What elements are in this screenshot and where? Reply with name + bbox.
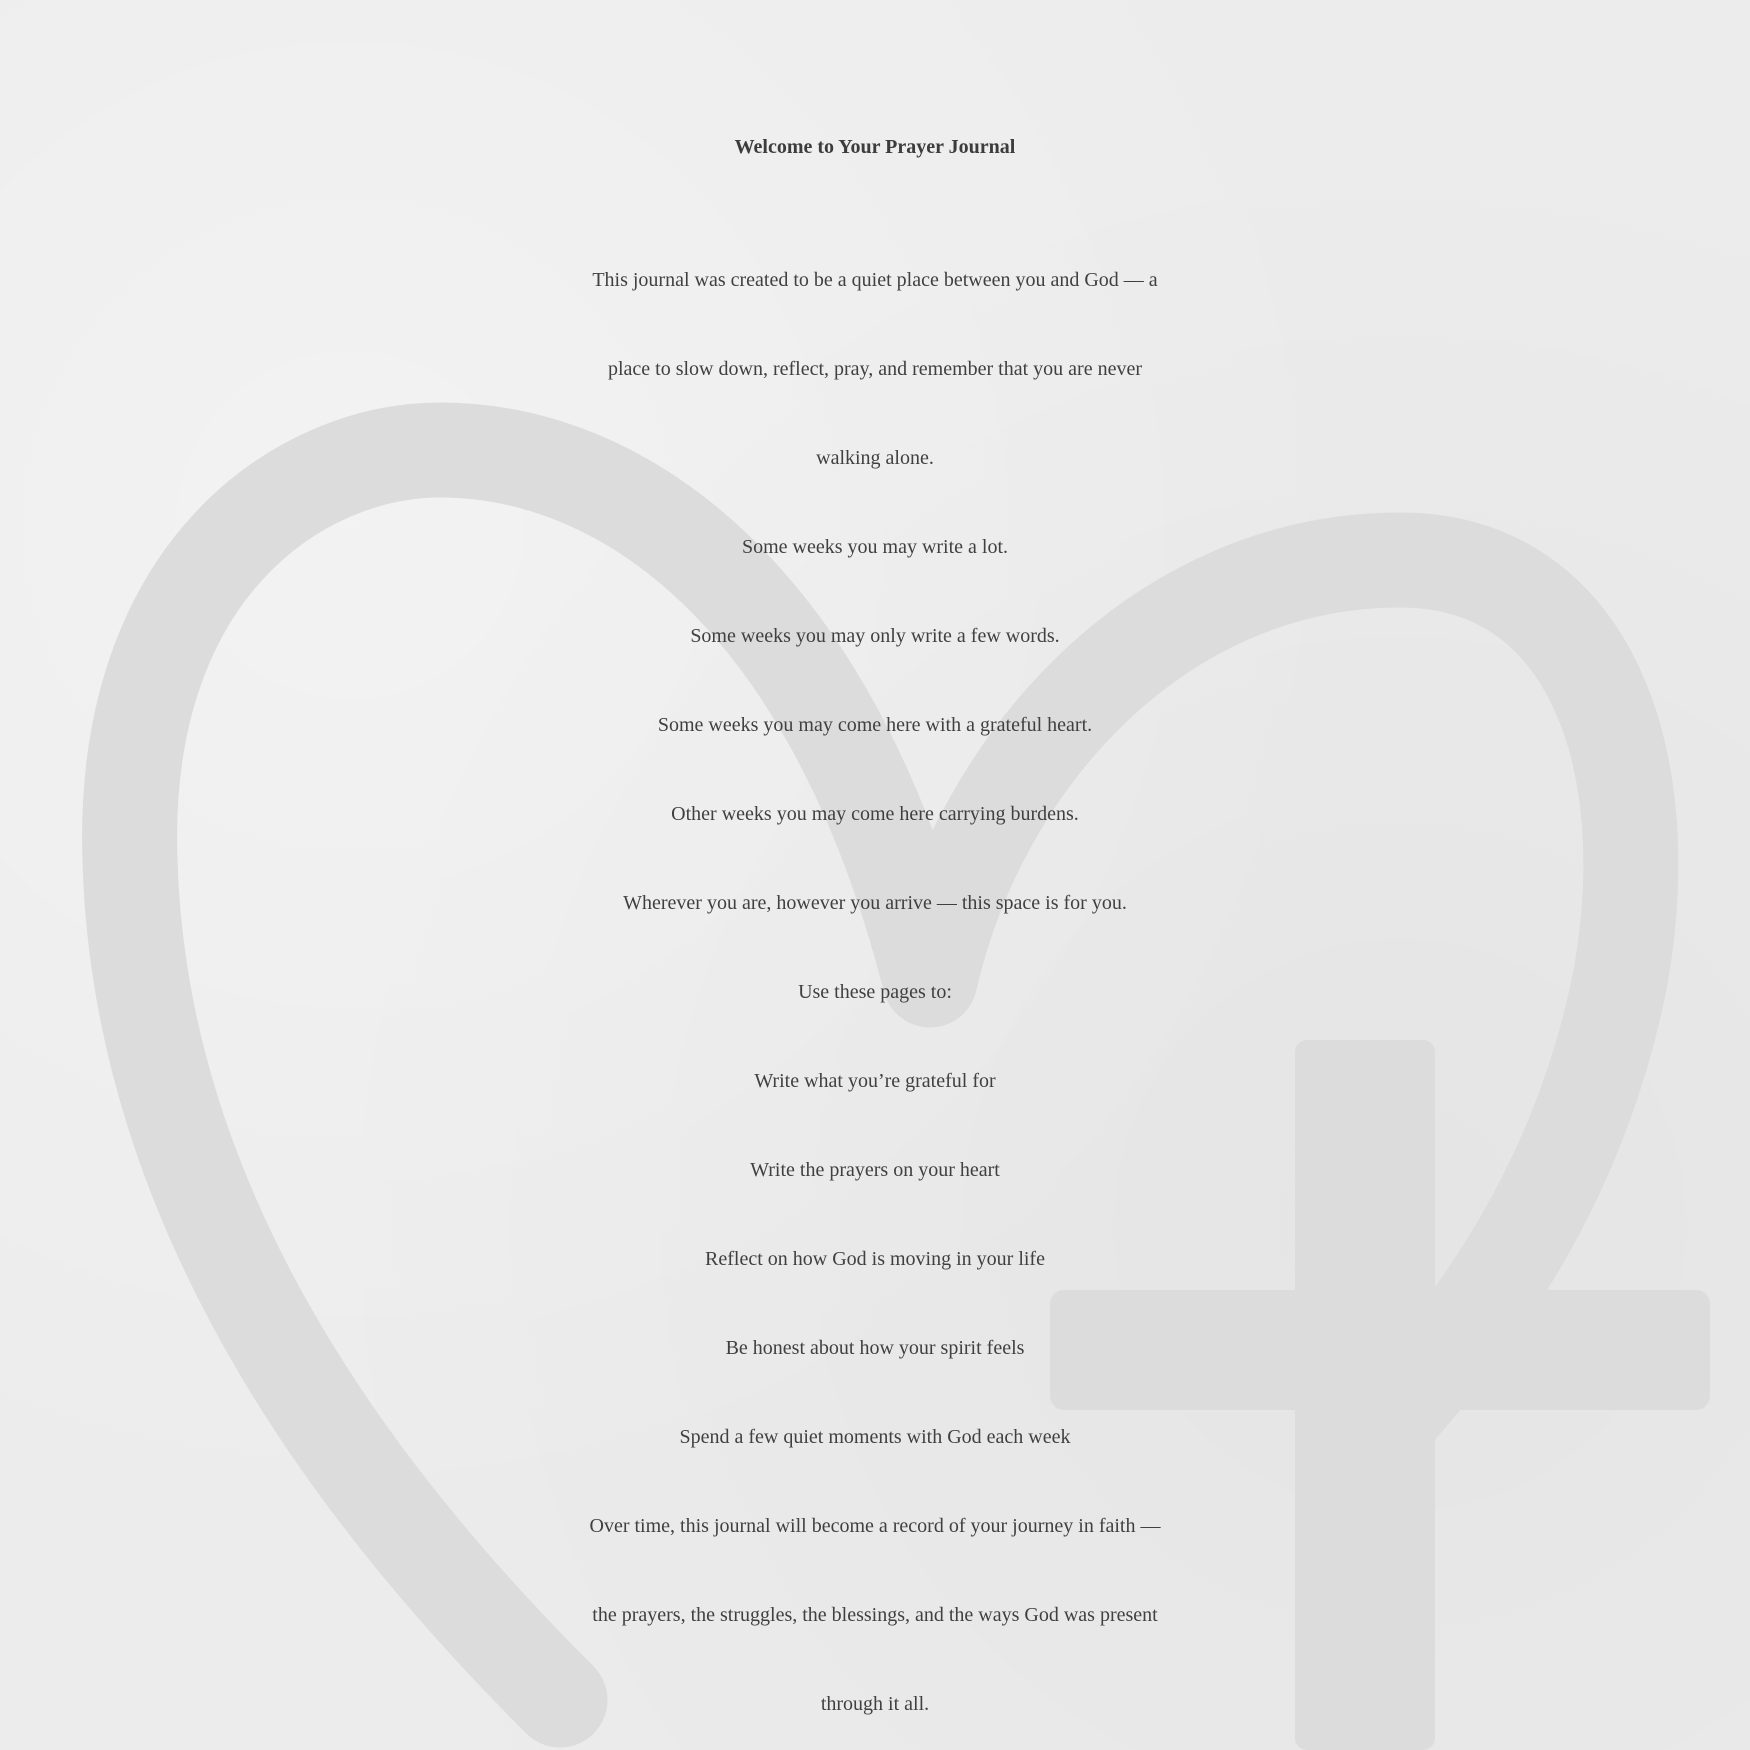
weeks-line-4: Other weeks you may come here carrying burdens. <box>671 803 1079 825</box>
use-heading: Use these pages to: <box>798 981 952 1003</box>
use-item-3: Reflect on how God is moving in your life <box>705 1248 1045 1270</box>
use-item-2: Write the prayers on your heart <box>750 1159 1000 1181</box>
weeks-line-5: Wherever you are, however you arrive — this space is for you. <box>623 892 1127 914</box>
intro-line-1: This journal was created to be a quiet place between you and God — a <box>592 269 1158 291</box>
intro-line-3: walking alone. <box>816 447 934 469</box>
intro-line-2: place to slow down, reflect, pray, and remember that you are never <box>607 358 1143 380</box>
closing-line-1: Over time, this journal will become a record of your journey in faith — <box>589 1515 1161 1537</box>
closing-line-3: through it all. <box>820 1693 930 1715</box>
weeks-line-3: Some weeks you may come here with a grateful heart. <box>657 714 1093 736</box>
weeks-line-1: Some weeks you may write a lot. <box>741 536 1009 558</box>
closing-line-2: the prayers, the struggles, the blessings, and the ways God was present <box>592 1604 1158 1626</box>
use-item-1: Write what you’re grateful for <box>754 1070 996 1092</box>
page-title: Welcome to Your Prayer Journal <box>734 136 1016 158</box>
use-item-4: Be honest about how your spirit feels <box>725 1337 1025 1359</box>
use-item-5: Spend a few quiet moments with God each week <box>679 1426 1071 1448</box>
weeks-line-2: Some weeks you may only write a few words. <box>690 625 1060 647</box>
